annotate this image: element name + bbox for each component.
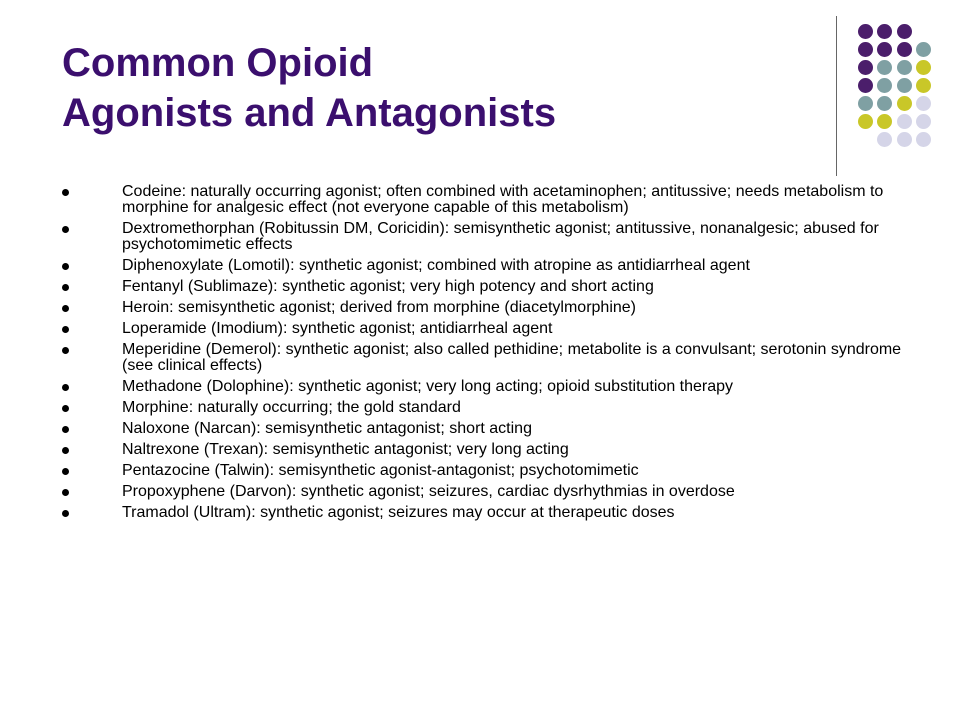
bullet-item: [62, 279, 902, 295]
bullet-item: [62, 442, 902, 458]
bullet-icon: [62, 326, 69, 333]
decorative-dot: [916, 60, 931, 75]
decorative-dot: [858, 96, 873, 111]
decorative-dot: [877, 42, 892, 57]
decorative-dot: [897, 42, 912, 57]
bullet-text: Morphine: naturally occurring; the gold standard: [122, 399, 461, 416]
decorative-dot: [916, 132, 931, 147]
bullet-text: Meperidine (Demerol): synthetic agonist; also called pethidine; metabolite is a convulsant; serotonin syndrome (see clinical effects): [122, 341, 902, 374]
decorative-dot: [858, 78, 873, 93]
decorative-dot: [858, 114, 873, 129]
bullet-icon: [62, 510, 69, 517]
bullet-item: [62, 342, 902, 374]
bullet-text: Codeine: naturally occurring agonist; often combined with acetaminophen; antitussive; needs metabolism to morphine for analgesic effect (not everyone capable of this metabolism): [122, 183, 884, 216]
bullet-text: Heroin: semisynthetic agonist; derived from morphine (diacetylmorphine): [122, 299, 636, 316]
slide-title: [62, 38, 802, 138]
title-line-1: Common Opioid: [62, 41, 374, 85]
decorative-divider-line: [836, 16, 837, 176]
bullet-text: Naloxone (Narcan): semisynthetic antagonist; short acting: [122, 420, 532, 437]
bullet-item: [62, 221, 902, 253]
bullet-item: [62, 400, 902, 416]
bullet-item: [62, 258, 902, 274]
bullet-icon: [62, 489, 69, 496]
bullet-text: Pentazocine (Talwin): semisynthetic agonist-antagonist; psychotomimetic: [122, 462, 639, 479]
bullet-text: Diphenoxylate (Lomotil): synthetic agonist; combined with atropine as antidiarrheal agent: [122, 257, 750, 274]
bullet-icon: [62, 384, 69, 391]
decorative-dot: [897, 24, 912, 39]
decorative-dot: [897, 78, 912, 93]
decorative-dot: [877, 24, 892, 39]
bullet-item: [62, 421, 902, 437]
bullet-item: [62, 484, 902, 500]
bullet-icon: [62, 284, 69, 291]
bullet-list: [62, 184, 902, 526]
decorative-dot: [897, 60, 912, 75]
decorative-dot: [858, 42, 873, 57]
decorative-dot: [877, 96, 892, 111]
bullet-text: Dextromethorphan (Robitussin DM, Coricidin): semisynthetic agonist; antitussive, nonanalgesic; abused for psychotomimetic effects: [122, 220, 879, 253]
decorative-dot: [916, 78, 931, 93]
bullet-text: Fentanyl (Sublimaze): synthetic agonist; very high potency and short acting: [122, 278, 654, 295]
bullet-text: Naltrexone (Trexan): semisynthetic antagonist; very long acting: [122, 441, 569, 458]
decorative-dot: [877, 114, 892, 129]
bullet-item: [62, 184, 902, 216]
bullet-item: [62, 463, 902, 479]
bullet-text: Tramadol (Ultram): synthetic agonist; seizures may occur at therapeutic doses: [122, 504, 675, 521]
decorative-dot: [916, 96, 931, 111]
decorative-dot: [877, 132, 892, 147]
bullet-icon: [62, 189, 69, 196]
bullet-icon: [62, 468, 69, 475]
title-line-2: Agonists and Antagonists: [62, 91, 557, 135]
bullet-icon: [62, 426, 69, 433]
decorative-dot: [877, 60, 892, 75]
bullet-item: [62, 505, 902, 521]
decorative-dot: [877, 78, 892, 93]
decorative-dot: [897, 114, 912, 129]
bullet-text: Propoxyphene (Darvon): synthetic agonist; seizures, cardiac dysrhythmias in overdose: [122, 483, 735, 500]
bullet-item: [62, 300, 902, 316]
bullet-icon: [62, 447, 69, 454]
bullet-item: [62, 379, 902, 395]
bullet-icon: [62, 263, 69, 270]
bullet-item: [62, 321, 902, 337]
bullet-icon: [62, 405, 69, 412]
bullet-icon: [62, 226, 69, 233]
bullet-text: Loperamide (Imodium): synthetic agonist; antidiarrheal agent: [122, 320, 553, 337]
bullet-text: Methadone (Dolophine): synthetic agonist; very long acting; opioid substitution therapy: [122, 378, 734, 395]
bullet-icon: [62, 305, 69, 312]
decorative-dot: [858, 24, 873, 39]
decorative-dot: [916, 42, 931, 57]
decorative-dot: [858, 60, 873, 75]
bullet-icon: [62, 347, 69, 354]
decorative-dot: [916, 114, 931, 129]
decorative-dot: [897, 96, 912, 111]
decorative-dot: [897, 132, 912, 147]
